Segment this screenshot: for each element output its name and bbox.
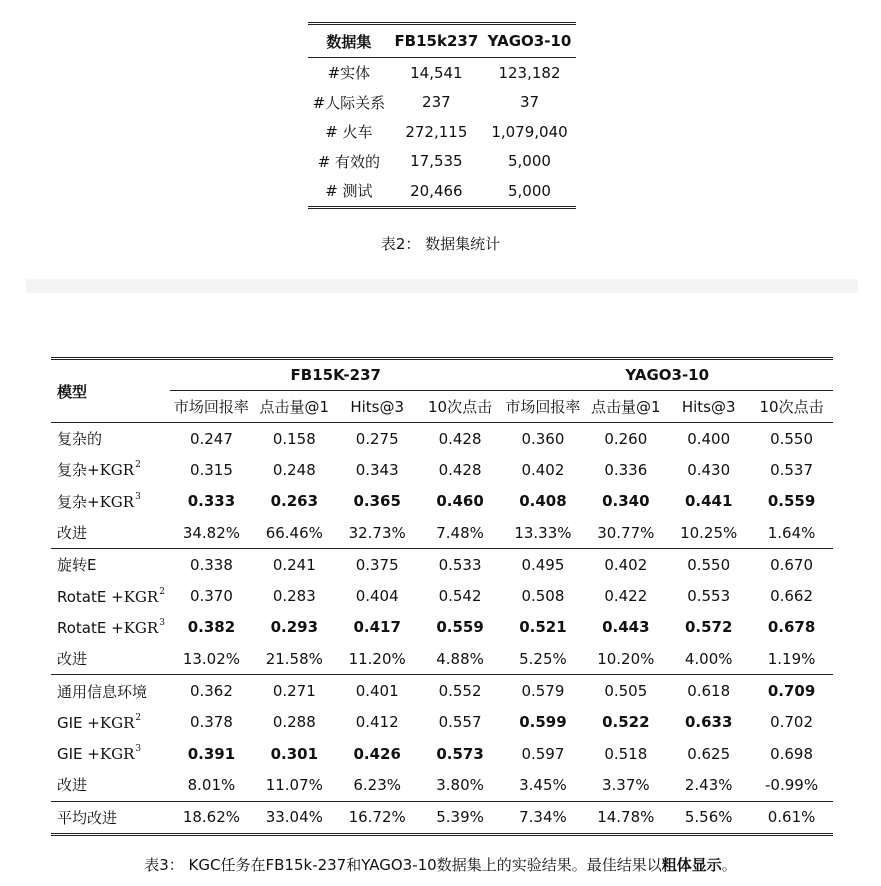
table3-cell: 30.77% xyxy=(597,523,655,542)
table3-cell: 0.263 xyxy=(270,492,319,511)
table3-caption xyxy=(0,854,881,875)
table3-body xyxy=(51,423,833,835)
table3-cell: 11.07% xyxy=(265,775,323,794)
table3-row-label xyxy=(51,517,170,549)
table3-cell: 0.633 xyxy=(684,713,733,732)
table3-cell: 0.508 xyxy=(521,587,565,606)
table3-metric-header: 点击量@1 xyxy=(591,398,661,416)
table3-row-label xyxy=(51,486,170,517)
table3-cell: 1.64% xyxy=(767,523,816,542)
table2-cell: 14,541 xyxy=(410,63,463,82)
table3-row-label-text: 平均改进 xyxy=(57,808,118,827)
table3-cell: 0.293 xyxy=(270,618,319,637)
table3-cell: 7.48% xyxy=(436,523,484,542)
table3-cell: 0.404 xyxy=(355,587,399,606)
table3-row-label-text: 通用信息环境 xyxy=(57,682,148,701)
table3-cell: 10.25% xyxy=(680,523,738,542)
table3-row-label-kgr xyxy=(124,588,165,606)
table3-row-label-superscript: 2 xyxy=(159,586,165,597)
table3-cell: 14.78% xyxy=(597,808,655,827)
table2-row-label: # 测试 xyxy=(325,182,373,201)
table3-metric-header: Hits@3 xyxy=(350,397,405,416)
table3-row-label-text: RotatE + xyxy=(57,587,124,606)
table3-cell: 0.402 xyxy=(521,460,565,479)
table3-row xyxy=(51,612,833,643)
table3-cell: 7.34% xyxy=(519,808,567,827)
table2-row xyxy=(308,176,576,207)
table3-cell: 2.43% xyxy=(684,775,733,794)
table2-row-label: #人际关系 xyxy=(312,93,386,112)
table3-cell: 0.391 xyxy=(187,744,236,763)
table3-cell: 0.597 xyxy=(521,744,565,763)
table3-row-label xyxy=(51,769,170,801)
table2-cell: 5,000 xyxy=(508,181,551,200)
table2-cell: 272,115 xyxy=(405,122,468,141)
table3-metric-header: 点击量@1 xyxy=(259,398,330,416)
table3-cell: 0.248 xyxy=(272,460,316,479)
table3-cell: 3.80% xyxy=(436,775,484,794)
table3-row-label-text: RotatE + xyxy=(57,618,124,637)
table3-cell: 0.271 xyxy=(272,682,316,701)
table3-caption-suffix: 。 xyxy=(721,856,737,874)
table3-row-label-text: GIE + xyxy=(57,713,100,732)
table3-metric-header: 10次点击 xyxy=(759,398,824,416)
table3-row-label-kgr-text: KGR xyxy=(123,587,159,606)
table2-row xyxy=(308,58,576,88)
table3-row-label-kgr xyxy=(100,745,141,763)
table3-cell: 0.542 xyxy=(438,587,482,606)
table3-cell: 0.559 xyxy=(767,492,816,511)
table3-header-model: 模型 xyxy=(57,382,88,401)
table3-row-label xyxy=(51,738,170,769)
table3-cell: 0.422 xyxy=(604,587,648,606)
table3-row xyxy=(51,580,833,611)
table3-cell: 0.618 xyxy=(687,682,731,701)
table3-cell: 0.408 xyxy=(519,492,567,511)
table3-cell: 0.550 xyxy=(770,429,814,448)
table3-row-label-kgr xyxy=(100,493,141,511)
table2-row-label: # 有效的 xyxy=(317,152,381,171)
table3-header-yago3-10: YAGO3-10 xyxy=(502,359,834,391)
kgc-results-table xyxy=(51,357,833,836)
table3-cell: 0.378 xyxy=(189,713,233,732)
table3-cell: 0.573 xyxy=(436,744,484,763)
table3-cell: 18.62% xyxy=(182,808,241,827)
table3-cell: 0.533 xyxy=(438,555,482,574)
table2-cell: 237 xyxy=(422,93,451,112)
table3-cell: 4.88% xyxy=(436,649,484,668)
table3-row-label-text: 改进 xyxy=(57,524,88,543)
table3-row-label-kgr-text: KGR xyxy=(99,745,135,764)
table2-row xyxy=(308,147,576,177)
table3-cell: 13.33% xyxy=(514,523,572,542)
table3-cell: 11.20% xyxy=(348,649,406,668)
table2-row-label: # 火车 xyxy=(325,123,373,142)
table3-cell: 4.00% xyxy=(684,649,733,668)
dataset-statistics-table xyxy=(308,22,576,209)
table3-cell: 0.443 xyxy=(602,618,650,637)
table2-row xyxy=(308,117,576,147)
table3-row xyxy=(51,549,833,581)
table3-cell: 0.709 xyxy=(767,682,816,701)
table3-cell: 0.430 xyxy=(687,460,731,479)
table3-cell: 0.505 xyxy=(604,682,648,701)
table3-cell: 0.340 xyxy=(602,492,650,511)
table3-cell: 0.61% xyxy=(767,808,816,827)
table3-row-label xyxy=(51,454,170,485)
table3-cell: 3.45% xyxy=(519,775,567,794)
table3-cell: 0.417 xyxy=(353,618,401,637)
table3-cell: 0.557 xyxy=(438,713,482,732)
table2-row-label: #实体 xyxy=(327,64,371,83)
table3-metric-header: 10次点击 xyxy=(428,398,493,416)
table3-cell: 0.412 xyxy=(355,713,399,732)
table3-cell: 0.441 xyxy=(684,492,733,511)
table3-cell: 0.662 xyxy=(770,587,814,606)
table3-cell: 0.698 xyxy=(770,744,814,763)
table3-metric-header: 市场回报率 xyxy=(173,398,249,416)
table3-cell: 0.550 xyxy=(687,555,731,574)
table3-row xyxy=(51,643,833,675)
table3-row xyxy=(51,486,833,517)
table2-header-fb15k237: FB15k237 xyxy=(394,32,479,50)
table3-cell: 10.20% xyxy=(597,649,655,668)
table3-cell: 0.283 xyxy=(272,587,316,606)
table3-row-label xyxy=(51,580,170,611)
table3-cell: 0.336 xyxy=(604,460,648,479)
table3-group-header-row xyxy=(51,359,833,391)
table3-cell: 0.579 xyxy=(521,682,565,701)
table3-row-label-kgr-text: KGR xyxy=(99,713,135,732)
table2-caption: 表2： 数据集统计 xyxy=(380,235,501,253)
table3-cell: 0.553 xyxy=(687,587,731,606)
table3-cell: 0.559 xyxy=(436,618,484,637)
table3-row-label-kgr xyxy=(100,461,141,479)
table2-header-yago3-10: YAGO3-10 xyxy=(487,32,572,50)
table3-cell: 5.39% xyxy=(436,808,484,827)
table3-row-label xyxy=(51,801,170,834)
table3-cell: 0.375 xyxy=(355,555,399,574)
table3-row-label-text: 改进 xyxy=(57,650,88,669)
table3-row xyxy=(51,801,833,834)
table3-row xyxy=(51,423,833,455)
table3-row-label-kgr-text: KGR xyxy=(99,461,135,480)
table3-row-label-kgr xyxy=(100,714,141,732)
table3-cell: 0.401 xyxy=(355,682,399,701)
table3-cell: 0.343 xyxy=(355,460,399,479)
table3-cell: 0.362 xyxy=(189,682,233,701)
table3-row-label xyxy=(51,549,170,581)
table3-cell: 0.360 xyxy=(521,429,565,448)
table3-cell: 13.02% xyxy=(182,649,241,668)
table3-row-label-kgr-text: KGR xyxy=(123,618,159,637)
table3-cell: 0.275 xyxy=(355,429,399,448)
table3-cell: 0.572 xyxy=(684,618,733,637)
table3-cell: 0.428 xyxy=(438,429,482,448)
table3-row xyxy=(51,769,833,801)
table3-row xyxy=(51,675,833,707)
table3-cell: 0.315 xyxy=(189,460,233,479)
table3-row xyxy=(51,738,833,769)
table3-row-label xyxy=(51,675,170,707)
table3-cell: 0.599 xyxy=(519,713,567,732)
table3-row-label xyxy=(51,643,170,675)
table3-cell: 1.19% xyxy=(767,649,816,668)
table3-cell: 0.495 xyxy=(521,555,565,574)
table3-cell: 0.333 xyxy=(187,492,236,511)
table3-cell: 0.260 xyxy=(604,429,648,448)
table3-cell: 0.670 xyxy=(770,555,814,574)
table3-cell: 0.428 xyxy=(438,460,482,479)
table3-cell: 33.04% xyxy=(265,808,323,827)
table3-cell: 0.460 xyxy=(436,492,484,511)
table3-row-label-text: GIE + xyxy=(57,745,100,764)
table2-header-row xyxy=(308,24,576,58)
table3-cell: 32.73% xyxy=(348,523,406,542)
table3-row-label-superscript: 3 xyxy=(159,617,165,628)
table2-cell: 1,079,040 xyxy=(491,122,568,141)
table3-row-label xyxy=(51,707,170,738)
table3-cell: 0.301 xyxy=(270,744,319,763)
table3-cell: 0.522 xyxy=(602,713,650,732)
table3-row-label-text: 复杂的 xyxy=(57,430,103,449)
table3-caption-prefix: 表3： KGC任务在FB15k-237和YAGO3-10数据集上的实验结果。最佳结果以 xyxy=(144,856,662,874)
table3-cell: 8.01% xyxy=(187,775,236,794)
table3-cell: 0.247 xyxy=(189,429,233,448)
table3-cell: 0.678 xyxy=(767,618,816,637)
table3-metric-header: 市场回报率 xyxy=(505,398,581,416)
table3-cell: 0.370 xyxy=(189,587,233,606)
table3-cell: 0.365 xyxy=(353,492,401,511)
table3-cell: 0.537 xyxy=(770,460,814,479)
table3-cell: 0.402 xyxy=(604,555,648,574)
table3-row-label-text: 复杂+ xyxy=(57,461,100,480)
table3-row-label-kgr xyxy=(124,619,165,637)
table3-row-label xyxy=(51,423,170,455)
table3-cell: 0.702 xyxy=(770,713,814,732)
table3-row-label-kgr-text: KGR xyxy=(99,492,135,511)
table2-cell: 123,182 xyxy=(498,63,561,82)
table3-cell: 66.46% xyxy=(265,523,323,542)
table3-cell: 0.518 xyxy=(604,744,648,763)
table3-cell: 0.241 xyxy=(272,555,316,574)
table3-cell: 5.25% xyxy=(519,649,567,668)
table3-row xyxy=(51,517,833,549)
table3-header-fb15k-237: FB15K-237 xyxy=(170,359,502,391)
table3-cell: 16.72% xyxy=(348,808,406,827)
table3-cell: -0.99% xyxy=(765,775,819,794)
table2-cell: 17,535 xyxy=(410,152,463,171)
table3-cell: 0.625 xyxy=(687,744,731,763)
table3-cell: 0.338 xyxy=(189,555,233,574)
table3-cell: 3.37% xyxy=(601,775,650,794)
table3-cell: 0.400 xyxy=(687,429,731,448)
table3-row-label-superscript: 2 xyxy=(135,460,141,471)
table2-cell: 37 xyxy=(519,93,540,112)
table3-row xyxy=(51,454,833,485)
table3-cell: 6.23% xyxy=(353,775,402,794)
table3-row xyxy=(51,707,833,738)
table3-row-label-superscript: 3 xyxy=(135,491,141,502)
section-separator xyxy=(26,279,858,293)
table3-cell: 21.58% xyxy=(265,649,323,668)
table2-header-dataset: 数据集 xyxy=(326,32,372,51)
table3-row-label xyxy=(51,612,170,643)
table2-row xyxy=(308,88,576,118)
table2-cell: 5,000 xyxy=(508,152,551,171)
table3-row-label-superscript: 2 xyxy=(135,712,142,723)
table3-cell: 0.552 xyxy=(438,682,482,701)
table3-cell: 0.426 xyxy=(353,744,401,763)
table3-row-label-text: 改进 xyxy=(57,776,88,795)
table3-row-label-text: 旋转E xyxy=(57,556,97,575)
table3-cell: 0.158 xyxy=(272,429,316,448)
table2-cell: 20,466 xyxy=(410,181,463,200)
table3-metric-header: Hits@3 xyxy=(681,397,736,416)
table3-cell: 5.56% xyxy=(684,808,733,827)
table3-row-label-superscript: 3 xyxy=(135,744,142,755)
table3-cell: 0.521 xyxy=(519,618,567,637)
table3-row-label-text: 复杂+ xyxy=(57,492,100,511)
table3-cell: 34.82% xyxy=(182,523,241,542)
table3-cell: 0.382 xyxy=(187,618,236,637)
table3-cell: 0.288 xyxy=(272,713,316,732)
table3-caption-bold: 粗体显示 xyxy=(661,856,722,874)
